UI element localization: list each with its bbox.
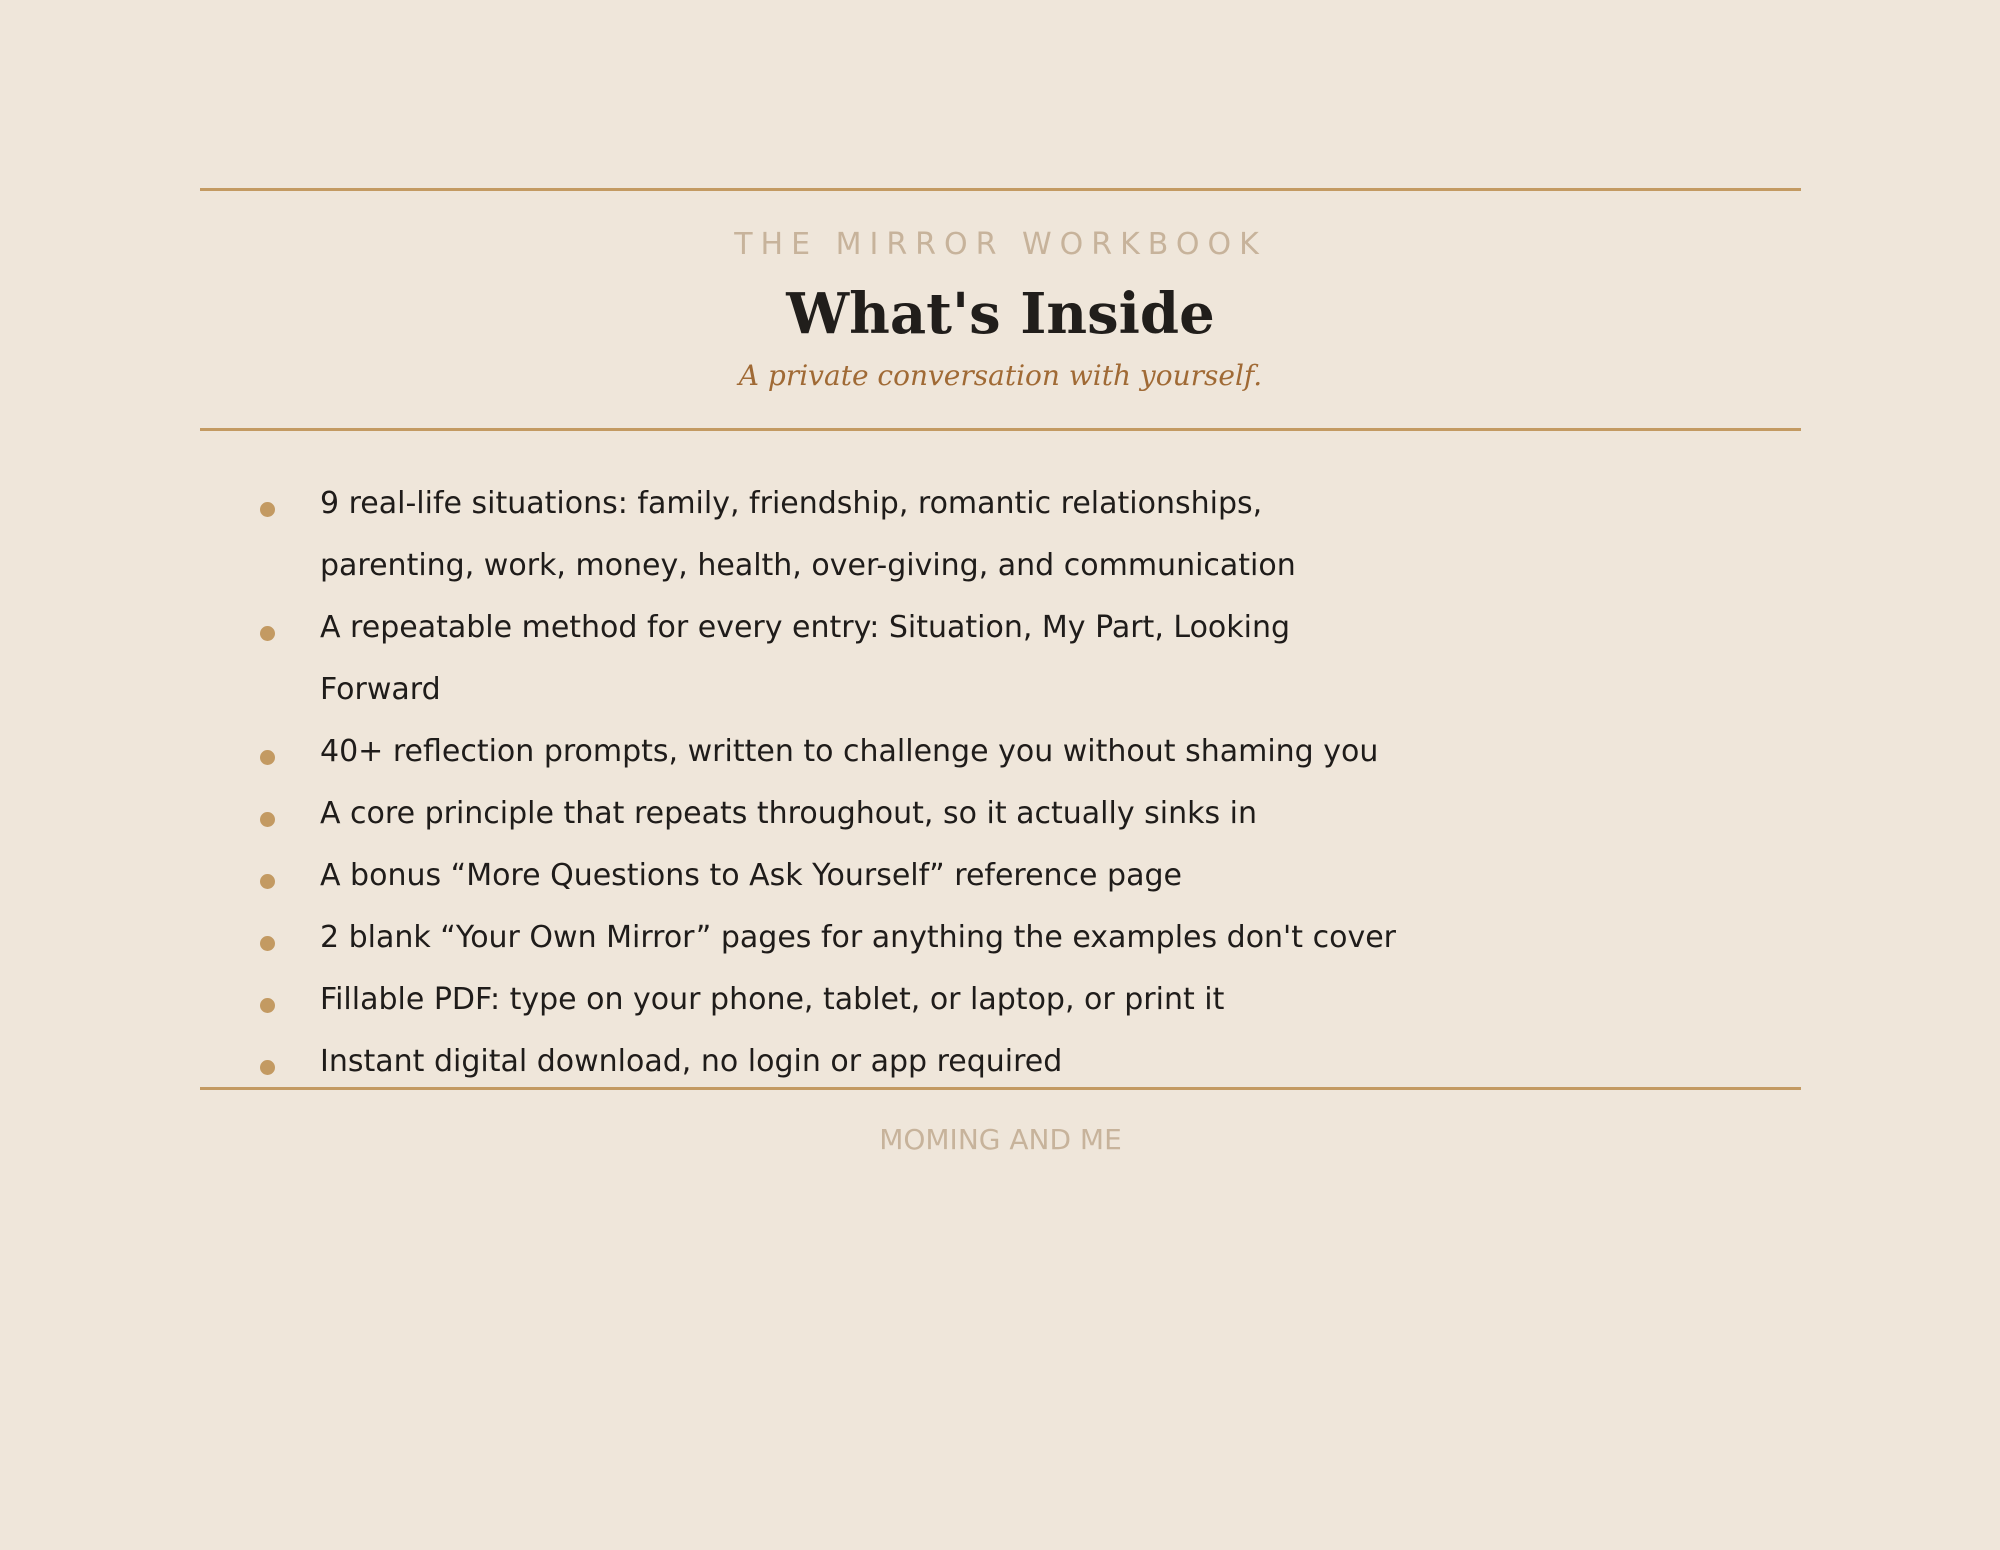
workbook-eyebrow: THE MIRROR WORKBOOK <box>734 227 1267 262</box>
list-item <box>260 969 1740 1031</box>
footer-divider <box>200 1087 1801 1090</box>
list-item <box>260 597 1740 721</box>
bullet-dot-icon <box>260 812 275 827</box>
header-divider <box>200 428 1801 431</box>
feature-text: Instant digital download, no login or app required <box>320 1044 1063 1079</box>
brand-footer: MOMING AND ME <box>879 1123 1122 1156</box>
feature-list <box>260 473 1740 1093</box>
feature-text: 40+ reflection prompts, written to challenge you without shaming you <box>320 734 1379 769</box>
bullet-dot-icon <box>260 750 275 765</box>
bullet-dot-icon <box>260 936 275 951</box>
bullet-dot-icon <box>260 874 275 889</box>
list-item <box>260 783 1740 845</box>
list-item <box>260 907 1740 969</box>
feature-text: A core principle that repeats throughout, so it actually sinks in <box>320 796 1258 831</box>
list-item <box>260 1031 1740 1093</box>
list-item <box>260 721 1740 783</box>
list-item <box>260 845 1740 907</box>
feature-text: Fillable PDF: type on your phone, tablet, or laptop, or print it <box>320 982 1225 1017</box>
bullet-dot-icon <box>260 1060 275 1075</box>
feature-text: A bonus “More Questions to Ask Yourself” reference page <box>320 858 1182 893</box>
page-subtitle: A private conversation with yourself. <box>738 359 1263 392</box>
workbook-page <box>200 0 1801 1550</box>
top-divider <box>200 188 1801 191</box>
bullet-dot-icon <box>260 626 275 641</box>
bullet-dot-icon <box>260 502 275 517</box>
bullet-dot-icon <box>260 998 275 1013</box>
list-item <box>260 473 1740 597</box>
feature-text: 9 real-life situations: family, friendship, romantic relationships, parenting, work, money, health, over-giving, and communication <box>320 486 1296 583</box>
feature-text: A repeatable method for every entry: Situation, My Part, Looking Forward <box>320 610 1291 707</box>
page-title: What's Inside <box>786 281 1215 347</box>
feature-text: 2 blank “Your Own Mirror” pages for anything the examples don't cover <box>320 920 1397 955</box>
